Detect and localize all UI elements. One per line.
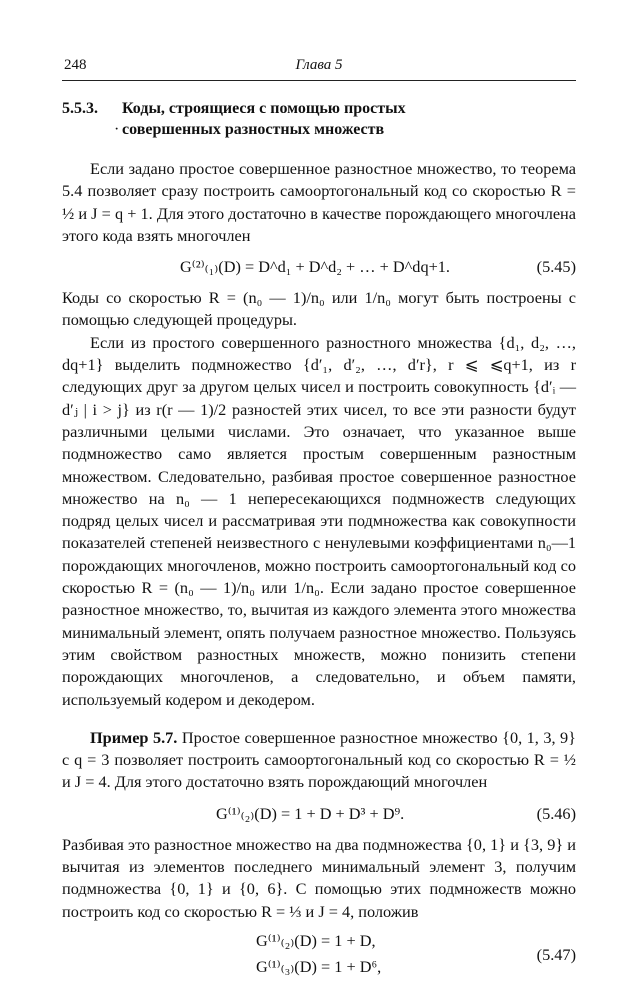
equation-5-45-formula: G⁽²⁾₍₁₎(D) = D^d₁ + D^d₂ + … + D^dq+1. [180, 257, 450, 277]
paragraph-3: Если из простого совершенного разностного множества {d₁, d₂, …, dq+1} выделить подмножество {d′₁, d′₂, …, d′r}, r ⩽ ⩽q+1, из r следующих друг за другом целых чисел и построить совокупность {d′ᵢ — d′ⱼ | i > j} из r(r — 1)/2 разностей этих чисел, то все эти разности будут различными целыми числами. Это означает, что указанное выше подмножество само является простым совершенным разностным множеством. Следовательно, разбивая простое совершенное разностное множество на n₀ — 1 непересекающихся подмножеств следующих подряд целых чисел и рассматривая эти подмножества как совокупности показателей степеней неизвестного с ненулевыми коэффициентами n₀—1 порождающих многочленов, можно построить самоортогональный код со скоростью R = (n₀ — 1)/n₀ или 1/n₀. Если задано простое совершенное разностное множество, то, вычитая из каждого элемента этого множества минимальный элемент, опять получаем разностное множество. Пользуясь этим свойством разностных множеств, можно понизить степени порождающих многочленов, а следовательно, и объем памяти, используемый кодером и декодером. [62, 332, 576, 709]
header-rule [62, 80, 576, 81]
equation-5-47-line2: G⁽¹⁾₍₃₎(D) = 1 + D⁶, [256, 956, 382, 976]
example-text: Простое совершенное разностное множество {0, 1, 3, 9} с q = 3 позволяет построить самоортогональный код со скоростью R = ½ и J = 4. Для этого достаточно взять порождающий многочлен [62, 727, 576, 792]
section-title-line1: Коды, строящиеся с помощью простых [122, 100, 406, 117]
equation-5-47 [62, 923, 576, 987]
example-paragraph [62, 727, 576, 794]
section-heading [62, 98, 576, 140]
equation-5-46 [62, 794, 576, 834]
page-header [62, 57, 576, 79]
page-number: 248 [64, 57, 87, 73]
paragraph-2: Коды со скоростью R = (n₀ — 1)/n₀ или 1/n₀ могут быть построены с помощью следующей процедуры. [62, 288, 576, 330]
equation-5-47-number: (5.47) [536, 944, 576, 964]
paragraph-4: Разбивая это разностное множество на два подмножества {0, 1} и {3, 9} и вычитая из элементов последнего минимальный элемент 3, получим подмножества {0, 1} и {0, 6}. С помощью этих подмножеств можно построить код со скоростью R = ⅓ и J = 4, положив [62, 834, 576, 921]
paragraph-1: Если задано простое совершенное разностное множество, то теорема 5.4 позволяет сразу построить самоортогональный код со скоростью R = ½ и J = q + 1. Для этого достаточно в качестве порождающего многочлена этого кода взять многочлен [62, 159, 576, 245]
bullet-mark: · [114, 121, 120, 138]
section-number: 5.5.3. [62, 100, 98, 117]
equation-5-46-number: (5.46) [536, 803, 576, 823]
equation-5-45-number: (5.45) [536, 257, 576, 277]
running-title: Глава 5 [295, 57, 343, 73]
equation-5-45 [62, 247, 576, 287]
example-label: Пример 5.7. [90, 727, 178, 747]
book-page [62, 57, 576, 987]
section-title-line2: совершенных разностных множеств [122, 121, 385, 138]
equation-5-46-formula: G⁽¹⁾₍₂₎(D) = 1 + D + D³ + D⁹. [216, 803, 405, 823]
equation-5-47-line1: G⁽¹⁾₍₂₎(D) = 1 + D, [256, 930, 376, 950]
